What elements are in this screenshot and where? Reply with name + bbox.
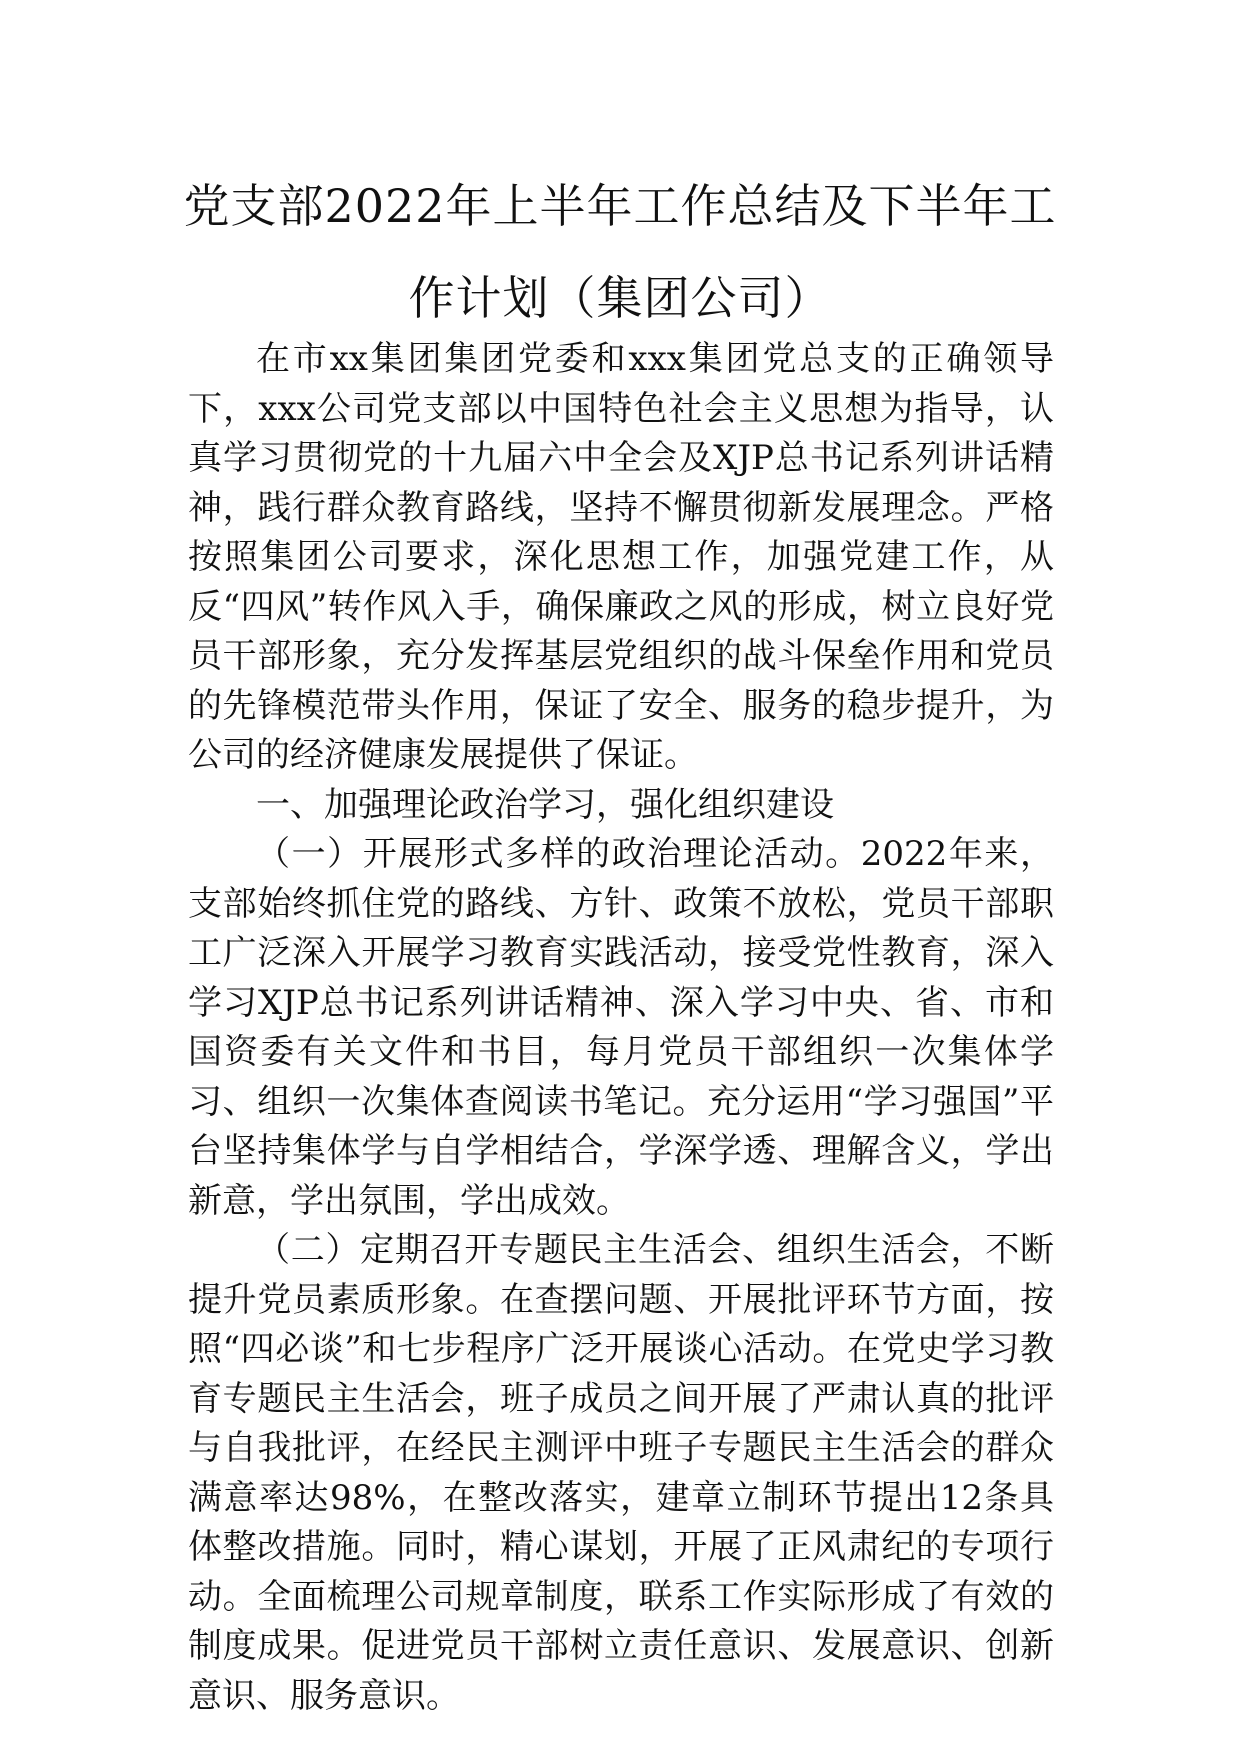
- intro-paragraph: 在市xx集团集团党委和xxx集团党总支的正确领导下，xxx公司党支部以中国特色社会主义思想为指导，认真学习贯彻党的十九届六中全会及XJP总书记系列讲话精神，践行群众教育路线，坚持不懈贯彻新发展理念。严格按照集团公司要求，深化思想工作，加强党建工作，从反“四风”转作风入手，确保廉政之风的形成，树立良好党员干部形象，充分发挥基层党组织的战斗保垒作用和党员的先锋模范带头作用，保证了安全、服务的稳步提升，为公司的经济健康发展提供了保证。: [188, 339, 1054, 775]
- document-title: [150, 160, 1090, 344]
- document-title-line-2: 作计划（集团公司）: [408, 271, 832, 325]
- subsection-paragraph-2: （二）定期召开专题民主生活会、组织生活会，不断提升党员素质形象。在查摆问题、开展批评环节方面，按照“四必谈”和七步程序广泛开展谈心活动。在党史学习教育专题民主生活会，班子成员之间开展了严肃认真的批评与自我批评，在经民主测评中班子专题民主生活会的群众满意率达98%，在整改落实，建章立制环节提出12条具体整改措施。同时，精心谋划，开展了正风肃纪的专项行动。全面梳理公司规章制度，联系工作实际形成了有效的制度成果。促进党员干部树立责任意识、发展意识、创新意识、服务意识。: [188, 1230, 1054, 1716]
- document-title-line-1: 党支部2022年上半年工作总结及下半年工: [183, 179, 1057, 233]
- section-heading-1: 一、加强理论政治学习，强化组织建设: [256, 784, 834, 825]
- document-body: [188, 335, 1054, 1721]
- subsection-paragraph-1: （一）开展形式多样的政治理论活动。2022年来，支部始终抓住党的路线、方针、政策不放松，党员干部职工广泛深入开展学习教育实践活动，接受党性教育，深入学习XJP总书记系列讲话精神、深入学习中央、省、市和国资委有关文件和书目，每月党员干部组织一次集体学习、组织一次集体查阅读书笔记。充分运用“学习强国”平台坚持集体学与自学相结合，学深学透、理解含义，学出新意，学出氛围，学出成效。: [188, 834, 1054, 1221]
